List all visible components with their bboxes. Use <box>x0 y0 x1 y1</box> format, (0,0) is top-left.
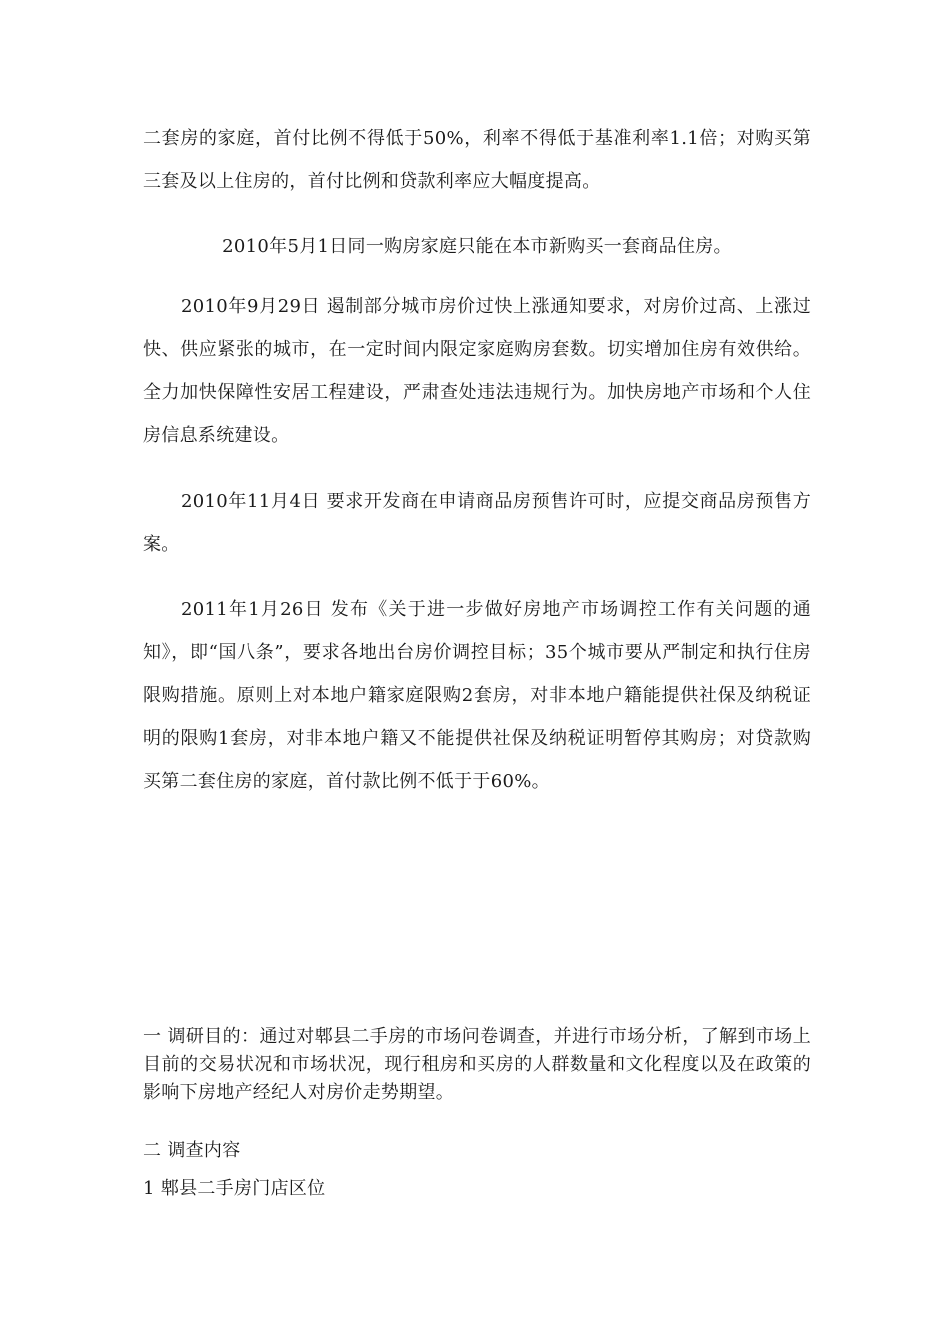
paragraph-2010-may: 2010年5月1日同一购房家庭只能在本市新购买一套商品住房。 <box>222 236 732 257</box>
paragraph-2010-september: 2010年9月29日 遏制部分城市房价过快上涨通知要求，对房价过高、上涨过快、供应紧张的城市，在一定时间内限定家庭购房套数。切实增加住房有效供给。全力加快保障性安居工程建设，严肃查处违法违规行为。加快房地产市场和个人住房信息系统建设。 <box>143 296 811 446</box>
paragraph-2011-january: 2011年1月26日 发布《关于进一步做好房地产市场调控工作有关问题的通知》，即“国八条”，要求各地出台房价调控目标；35个城市要从严制定和执行住房限购措施。原则上对本地户籍家庭限购2套房，对非本地户籍能提供社保及纳税证明的限购1套房，对非本地户籍又不能提供社保及纳税证明暂停其购房；对贷款购买第二套住房的家庭，首付款比例不低于于60%。 <box>143 599 811 792</box>
paragraph-2010-november: 2010年11月4日 要求开发商在申请商品房预售许可时，应提交商品房预售方案。 <box>143 491 811 555</box>
section-store-location-heading: 1 郫县二手房门店区位 <box>143 1178 326 1199</box>
paragraph-second-home-policy: 二套房的家庭，首付比例不得低于50%，利率不得低于基准利率1.1倍；对购买第三套及以上住房的，首付比例和贷款利率应大幅度提高。 <box>143 128 811 192</box>
section-survey-content-heading: 二 调查内容 <box>143 1140 241 1161</box>
section-research-purpose: 一 调研目的：通过对郫县二手房的市场问卷调查，并进行市场分析，了解到市场上目前的交易状况和市场状况，现行租房和买房的人群数量和文化程度以及在政策的影响下房地产经纪人对房价走势期望。 <box>143 1026 811 1103</box>
